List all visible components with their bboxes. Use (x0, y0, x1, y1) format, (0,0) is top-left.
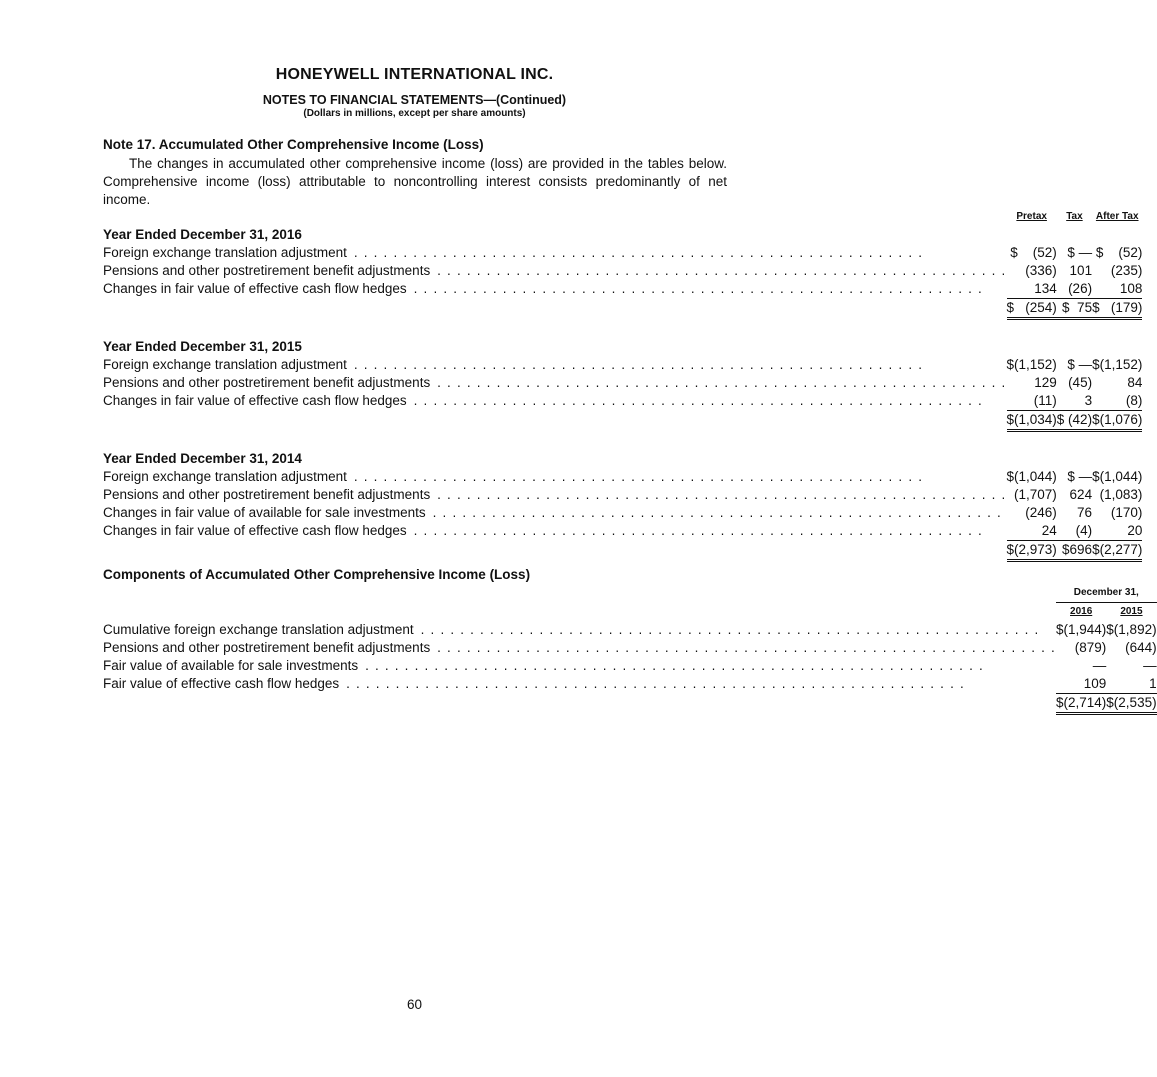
value-2015: $(1,892) (1106, 622, 1157, 637)
value-2015: (644) (1125, 640, 1157, 655)
column-header-row (103, 208, 1142, 226)
table-row: Foreign exchange translation adjustment . . . . . . . . . . . . . . . . . . . . . . . . . . . . . . . . . . . . . . . . . . . . . . . . . . . . . . . . . . $(1,044) $ — $(1,044) (103, 469, 1143, 484)
pretax-total: $ (254) (1007, 299, 1057, 319)
row-label: Pensions and other postretirement benefit adjustments (103, 375, 431, 390)
pretax-total: $(1,034) (1007, 411, 1057, 431)
total-row (103, 694, 1157, 714)
table-row: Foreign exchange translation adjustment . . . . . . . . . . . . . . . . . . . . . . . . . . . . . . . . . . . . . . . . . . . . . . . . . . . . . . . . . . $(1,152) $ — $(1,152) (103, 357, 1143, 372)
tax-cell: $ — (1067, 469, 1093, 484)
table-row: Changes in fair value of effective cash flow hedges . . . . . . . . . . . . . . . . . . . . . . . . . . . . . . . . . . . . . . . . . . . . . . . . . . . . . . . . . . 24 (4) 20 (103, 522, 1142, 541)
components-title: Components of Accumulated Other Comprehensive Income (Loss) (103, 567, 531, 582)
after-tax-total: $(2,277) (1092, 541, 1142, 561)
row-label: Pensions and other postretirement benefit adjustments (103, 263, 431, 278)
table-row: Changes in fair value of available for sale investments . . . . . . . . . . . . . . . . . . . . . . . . . . . . . . . . . . . . . . . . . . . . . . . . . . . . . . . . . . (246) 76 (170) (103, 505, 1143, 520)
tax-cell: (26) (1057, 280, 1092, 299)
row-label: Foreign exchange translation adjustment (103, 469, 347, 484)
pretax-cell: (1,707) (1014, 487, 1057, 502)
group-header: December 31, (1056, 584, 1157, 603)
tax-total: $696 (1057, 541, 1092, 561)
table-row: Pensions and other postretirement benefit adjustments . . . . . . . . . . . . . . . . . . . . . . . . . . . . . . . . . . . . . . . . . . . . . . . . . . . . . . . . . . . . . . . (879) (644) (103, 640, 1157, 655)
pretax-cell: 129 (1034, 375, 1057, 390)
total-2016: $(2,714) (1056, 694, 1106, 714)
tax-cell: 76 (1077, 505, 1093, 520)
after-tax-cell: 84 (1127, 375, 1143, 390)
section-header-row (103, 338, 1142, 356)
company-name: HONEYWELL INTERNATIONAL INC. (275, 66, 554, 83)
after-tax-cell: (8) (1092, 392, 1142, 411)
total-row (103, 411, 1142, 431)
value-2015: 1 (1106, 675, 1156, 694)
pretax-cell: (246) (1025, 505, 1057, 520)
table-row: Pensions and other postretirement benefit adjustments . . . . . . . . . . . . . . . . . . . . . . . . . . . . . . . . . . . . . . . . . . . . . . . . . . . . . . . . . . (1,707) 624 (1,083) (103, 487, 1143, 502)
pretax-cell: (11) (1007, 392, 1057, 411)
row-label: Foreign exchange translation adjustment (103, 245, 347, 260)
row-label: Fair value of effective cash flow hedges (103, 676, 340, 692)
pretax-cell: $(1,044) (1006, 469, 1057, 484)
row-label: Changes in fair value of available for sale investments (103, 505, 426, 520)
after-tax-cell: (170) (1110, 505, 1143, 520)
group-header-row (103, 584, 1157, 603)
after-tax-cell: (235) (1110, 263, 1143, 278)
section-header-row (103, 226, 1142, 244)
row-label: Pensions and other postretirement benefit adjustments (103, 640, 431, 655)
value-2016: (879) (1074, 640, 1107, 655)
pretax-cell: 134 (1007, 280, 1057, 299)
column-header-row (103, 603, 1157, 622)
col-after-tax: After Tax (1095, 211, 1139, 222)
value-2016: $(1,944) (1056, 622, 1107, 637)
value-2015: — (1143, 658, 1157, 673)
col-tax: Tax (1066, 211, 1083, 222)
pretax-cell: (336) (1025, 263, 1057, 278)
pretax-total: $(2,973) (1007, 541, 1057, 561)
table-row: Cumulative foreign exchange translation adjustment . . . . . . . . . . . . . . . . . . . . . . . . . . . . . . . . . . . . . . . . . . . . . . . . . . . . . . . . . . . . . . . $(1,944) $(1,892) (103, 622, 1157, 637)
intro-text: The changes in accumulated other comprehensive income (loss) are provided in the tables below. Comprehensive income (loss) attributable to noncontrolling interest consists predominantly of net income. (103, 156, 727, 207)
tax-total: $ 75 (1057, 299, 1092, 319)
after-tax-cell: (1,083) (1099, 487, 1143, 502)
table-row: Pensions and other postretirement benefit adjustments . . . . . . . . . . . . . . . . . . . . . . . . . . . . . . . . . . . . . . . . . . . . . . . . . . . . . . . . . . 129 (45) 84 (103, 375, 1143, 390)
tax-cell: 3 (1057, 392, 1092, 411)
tax-total: $ (42) (1057, 411, 1092, 431)
row-label: Fair value of available for sale investments (103, 658, 359, 673)
section-header-row (103, 450, 1142, 468)
col-pretax: Pretax (1016, 211, 1047, 222)
table-row: Fair value of available for sale investments . . . . . . . . . . . . . . . . . . . . . . . . . . . . . . . . . . . . . . . . . . . . . . . . . . . . . . . . . . . . . . . — — (103, 658, 1157, 673)
total-2015: $(2,535) (1106, 694, 1156, 714)
changes-table (103, 208, 1142, 562)
note-title: Note 17. Accumulated Other Comprehensive Income (Loss) (103, 137, 484, 152)
after-tax-total: $(1,076) (1092, 411, 1142, 431)
row-label: Changes in fair value of effective cash flow hedges (103, 281, 407, 297)
tax-cell: (45) (1068, 375, 1093, 390)
units-note: (Dollars in millions, except per share amounts) (303, 108, 526, 119)
section-title: Year Ended December 31, 2016 (103, 227, 302, 242)
col-2016: 2016 (1070, 606, 1093, 617)
table-row: Changes in fair value of effective cash flow hedges . . . . . . . . . . . . . . . . . . . . . . . . . . . . . . . . . . . . . . . . . . . . . . . . . . . . . . . . . . (11) 3 (8) (103, 392, 1142, 411)
table-title-row (103, 566, 1157, 584)
total-row (103, 299, 1142, 319)
table-row: Foreign exchange translation adjustment . . . . . . . . . . . . . . . . . . . . . . . . . . . . . . . . . . . . . . . . . . . . . . . . . . . . . . . . . . $ (52) $ — $ (52) (103, 245, 1143, 260)
tax-cell: 101 (1069, 263, 1093, 278)
row-label: Pensions and other postretirement benefit adjustments (103, 487, 431, 502)
total-row (103, 541, 1142, 561)
col-2015: 2015 (1120, 606, 1143, 617)
pretax-cell: 24 (1007, 522, 1057, 541)
table-row: Fair value of effective cash flow hedges . . . . . . . . . . . . . . . . . . . . . . . . . . . . . . . . . . . . . . . . . . . . . . . . . . . . . . . . . . . . . . . 109 1 (103, 675, 1157, 694)
value-2016: — (1092, 658, 1107, 673)
section-title: Year Ended December 31, 2014 (103, 451, 302, 466)
after-tax-cell: $ (52) (1095, 245, 1143, 260)
after-tax-cell: 20 (1092, 522, 1142, 541)
row-label: Changes in fair value of effective cash flow hedges (103, 523, 407, 539)
row-label: Foreign exchange translation adjustment (103, 357, 347, 372)
after-tax-cell: $(1,152) (1092, 357, 1143, 372)
components-table (103, 566, 1157, 715)
tax-cell: $ — (1067, 245, 1093, 260)
row-label: Cumulative foreign exchange translation adjustment (103, 622, 414, 637)
after-tax-cell: $(1,044) (1092, 469, 1143, 484)
section-title: Year Ended December 31, 2015 (103, 339, 302, 354)
intro-paragraph (103, 155, 727, 209)
table-row: Pensions and other postretirement benefit adjustments . . . . . . . . . . . . . . . . . . . . . . . . . . . . . . . . . . . . . . . . . . . . . . . . . . . . . . . . . . (336) 101 (235) (103, 263, 1143, 278)
pretax-cell: $ (52) (1010, 245, 1057, 260)
after-tax-total: $ (179) (1092, 299, 1142, 319)
row-label: Changes in fair value of effective cash flow hedges (103, 393, 407, 409)
value-2016: 109 (1056, 675, 1106, 694)
tax-cell: $ — (1067, 357, 1093, 372)
after-tax-cell: 108 (1092, 280, 1142, 299)
tax-cell: 624 (1069, 487, 1093, 502)
tax-cell: (4) (1057, 522, 1092, 541)
notes-heading: NOTES TO FINANCIAL STATEMENTS—(Continued) (262, 93, 567, 107)
page-number: 60 (406, 997, 423, 1012)
pretax-cell: $(1,152) (1006, 357, 1057, 372)
table-row: Changes in fair value of effective cash flow hedges . . . . . . . . . . . . . . . . . . . . . . . . . . . . . . . . . . . . . . . . . . . . . . . . . . . . . . . . . . 134 (26) 108 (103, 280, 1142, 299)
